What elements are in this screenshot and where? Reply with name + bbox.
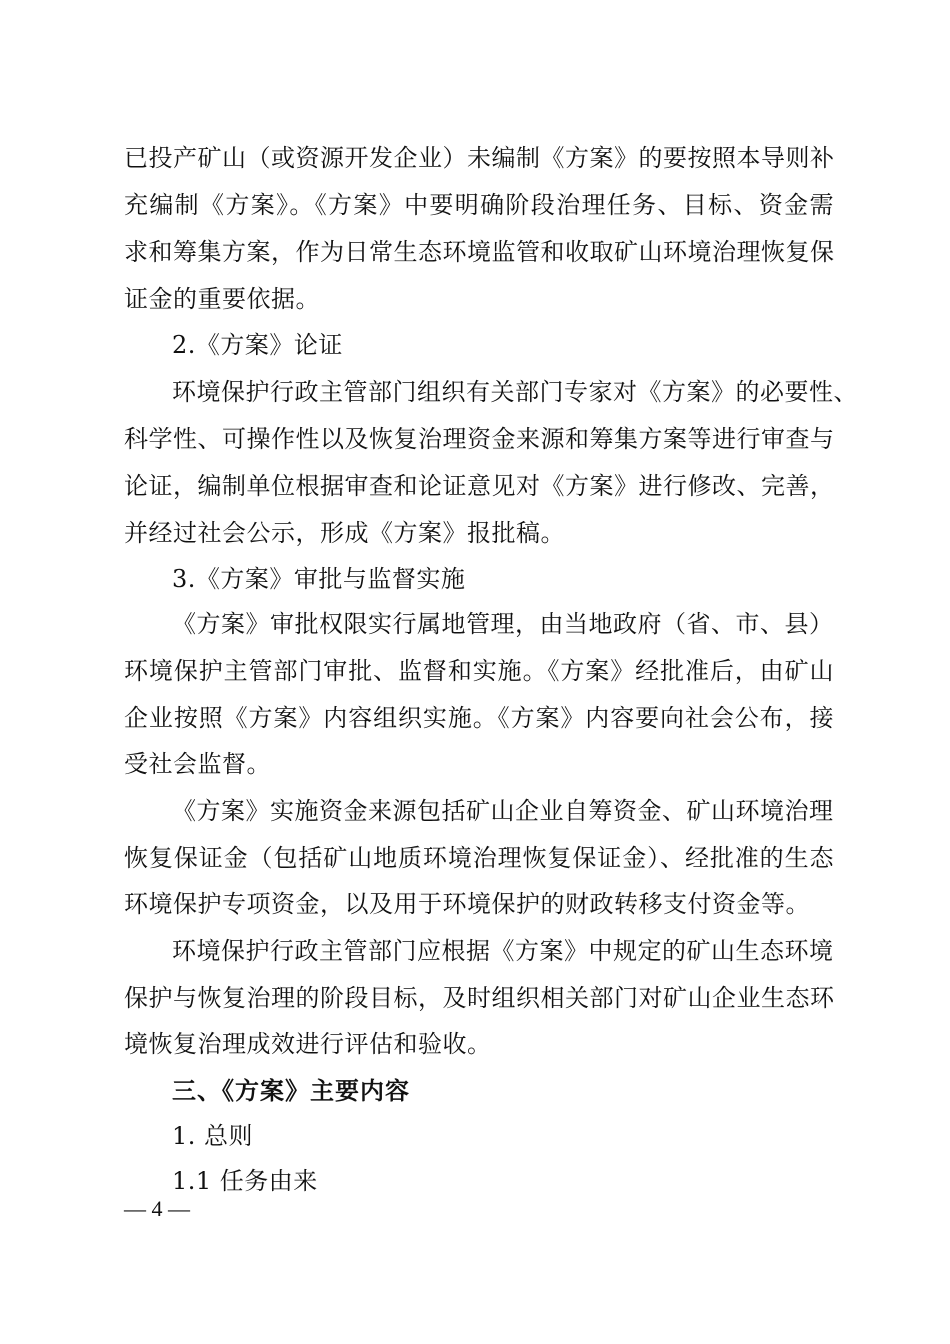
paragraph-line: 《方案》实施资金来源包括矿山企业自筹资金、矿山环境治理: [172, 797, 834, 825]
section-heading-2: 2.《方案》论证: [172, 331, 343, 359]
paragraph-line: 充编制《方案》。《方案》中要明确阶段治理任务、目标、资金需: [124, 191, 834, 219]
section-heading-3: 3.《方案》审批与监督实施: [172, 565, 466, 593]
paragraph-line: 环境保护主管部门审批、监督和实施。《方案》经批准后，由矿山: [124, 657, 834, 685]
paragraph-line: 境恢复治理成效进行评估和验收。: [124, 1030, 492, 1058]
paragraph-line: 环境保护行政主管部门应根据《方案》中规定的矿山生态环境: [172, 937, 834, 965]
paragraph-line: 企业按照《方案》内容组织实施。《方案》内容要向社会公布，接: [124, 704, 834, 732]
paragraph-line: 环境保护专项资金，以及用于环境保护的财政转移支付资金等。: [124, 890, 810, 918]
paragraph-line: 恢复保证金（包括矿山地质环境治理恢复保证金）、经批准的生态: [124, 844, 834, 872]
subsection-heading-1-1: 1.1 任务由来: [172, 1167, 318, 1195]
paragraph-line: 论证，编制单位根据审查和论证意见对《方案》进行修改、完善，: [124, 472, 835, 500]
paragraph-line: 科学性、可操作性以及恢复治理资金来源和筹集方案等进行审查与: [124, 425, 835, 453]
paragraph-line: 受社会监督。: [124, 750, 271, 778]
paragraph-line: 求和筹集方案，作为日常生态环境监管和收取矿山环境治理恢复保: [124, 238, 835, 266]
paragraph-line: 并经过社会公示，形成《方案》报批稿。: [124, 519, 565, 547]
paragraph-line: 已投产矿山（或资源开发企业）未编制《方案》的要按照本导则补: [124, 144, 835, 172]
chapter-heading: 三、《方案》主要内容: [172, 1077, 410, 1105]
paragraph-line: 《方案》审批权限实行属地管理，由当地政府（省、市、县）: [172, 610, 834, 638]
paragraph-line: 证金的重要依据。: [124, 285, 320, 313]
paragraph-line: 环境保护行政主管部门组织有关部门专家对《方案》的必要性、: [172, 378, 858, 406]
subsection-heading-1: 1. 总则: [172, 1122, 254, 1150]
paragraph-line: 保护与恢复治理的阶段目标，及时组织相关部门对矿山企业生态环: [124, 984, 835, 1012]
page-number: — 4 —: [124, 1196, 190, 1221]
